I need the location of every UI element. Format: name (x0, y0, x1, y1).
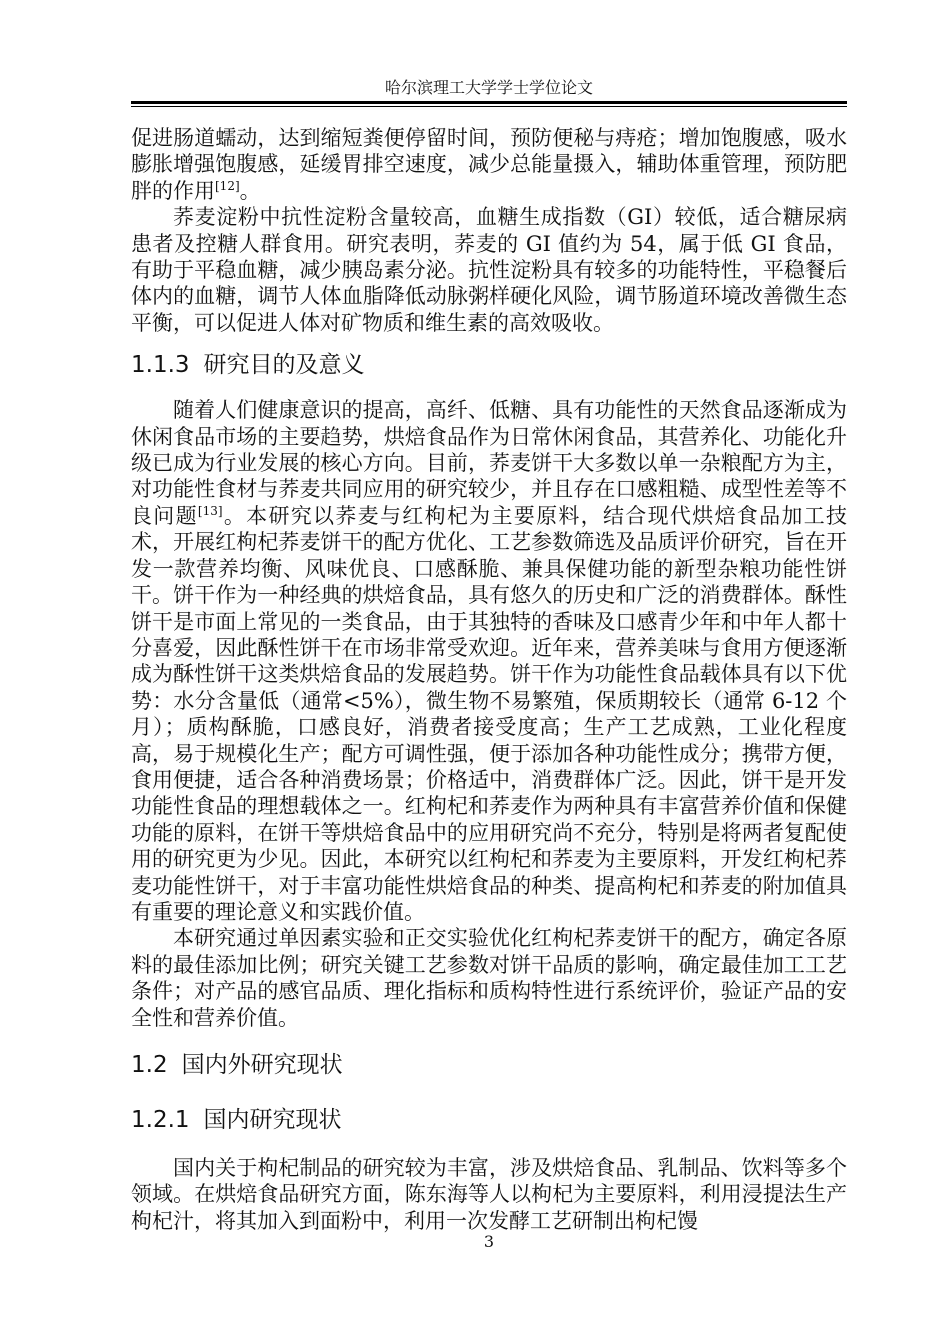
page-number: 3 (483, 1232, 495, 1251)
section-title: 国内外研究现状 (181, 1052, 343, 1078)
section-title: 研究目的及意义 (203, 352, 365, 379)
citation: [13] (197, 503, 223, 518)
section-heading-1-1-3 (131, 350, 847, 380)
section-heading-1-2-1 (131, 1105, 847, 1135)
header-rule-thin (131, 106, 847, 107)
paragraph-fiber-benefits (131, 125, 847, 204)
section-number: 1.2.1 (131, 1107, 190, 1133)
paragraph-text: 。 (239, 178, 261, 203)
paragraph-domestic-research: 国内关于枸杞制品的研究较为丰富，涉及烘焙食品、乳制品、饮料等多个领域。在烘焙食品研究方面，陈东海等人以枸杞为主要原料，利用浸提法生产枸杞汁，将其加入到面粉中，利用一次发酵工艺研制出枸杞馒 (131, 1156, 847, 1233)
paragraph-research-methods: 本研究通过单因素实验和正交实验优化红枸杞荞麦饼干的配方，确定各原料的最佳添加比例；研究关键工艺参数对饼干品质的影响，确定最佳加工工艺条件；对产品的感官品质、理化指标和质构特性进行系统评价，验证产品的安全性和营养价值。 (131, 926, 847, 1030)
paragraph-text: 随着人们健康意识的提高，高纤、低糖、具有功能性的天然食品逐渐成为休闲食品市场的主要趋势，烘焙食品作为日常休闲食品，其营养化、功能化升级已成为行业发展的核心方向。目前，荞麦饼干大多数以单一杂粮配方为主，对功能性食材与荞麦共同应用的研究较少，并且存在口感粗糙、成型性差等不良问题 (131, 398, 847, 528)
section-heading-1-2 (131, 1049, 847, 1081)
citation: [12] (215, 178, 240, 193)
paragraph-text: 。本研究以荞麦与红枸杞为主要原料，结合现代烘焙食品加工技术，开展红枸杞荞麦饼干的配方优化、工艺参数筛选及品质评价研究，旨在开发一款营养均衡、风味优良、口感酥脆、兼具保健功能的新型杂粮功能性饼干。饼干作为一种经典的烘焙食品，具有悠久的历史和广泛的消费群体。酥性饼干是市面上常见的一类食品，由于其独特的香味及口感青少年和中年人都十分喜爱，因此酥性饼干在市场非常受欢迎。近年来，营养美味与食用方便逐渐成为酥性饼干这类烘焙食品的发展趋势。饼干作为功能性食品载体具有以下优势：水分含量低（通常<5%），微生物不易繁殖，保质期较长（通常 6-12 个月）；质构酥脆，口感良好，消费者接受度高；生产工艺成熟，工业化程度高，易于规模化生产；配方可调性强，便于添加各种功能性成分；携带方便，食用便捷，适合各种消费场景；价格适中，消费群体广泛。因此，饼干是开发功能性食品的理想载体之一。红枸杞和荞麦作为两种具有丰富营养价值和保健功能的原料，在饼干等烘焙食品中的应用研究尚不充分，特别是将两者复配使用的研究更为少见。因此，本研究以红枸杞和荞麦为主要原料，开发红枸杞荞麦功能性饼干，对于丰富功能性烘焙食品的种类、提高枸杞和荞麦的附加值具有重要的理论意义和实践价值。 (131, 503, 847, 924)
paragraph-research-purpose (131, 397, 847, 925)
section-number: 1.1.3 (131, 352, 190, 379)
paragraph-resistant-starch: 荞麦淀粉中抗性淀粉含量较高，血糖生成指数（GI）较低，适合糖尿病患者及控糖人群食用。研究表明，荞麦的 GI 值约为 54，属于低 GI 食品，有助于平稳血糖，减少胰岛素分泌。抗性淀粉具有较多的功能特性，平稳餐后体内的血糖，调节人体血脂降低动脉粥样硬化风险，调节肠道环境改善微生态平衡，可以促进人体对矿物质和维生素的高效吸收。 (131, 205, 847, 335)
section-number: 1.2 (131, 1052, 168, 1078)
header-rule-thick (131, 101, 847, 104)
page-body (131, 125, 847, 1234)
running-header: 哈尔滨理工大学学士学位论文 (384, 78, 593, 97)
paragraph-text: 促进肠道蠕动，达到缩短粪便停留时间，预防便秘与痔疮；增加饱腹感，吸水膨胀增强饱腹感，延缓胃排空速度，减少总能量摄入，辅助体重管理，预防肥胖的作用 (131, 126, 847, 203)
section-title: 国内研究现状 (203, 1107, 342, 1133)
